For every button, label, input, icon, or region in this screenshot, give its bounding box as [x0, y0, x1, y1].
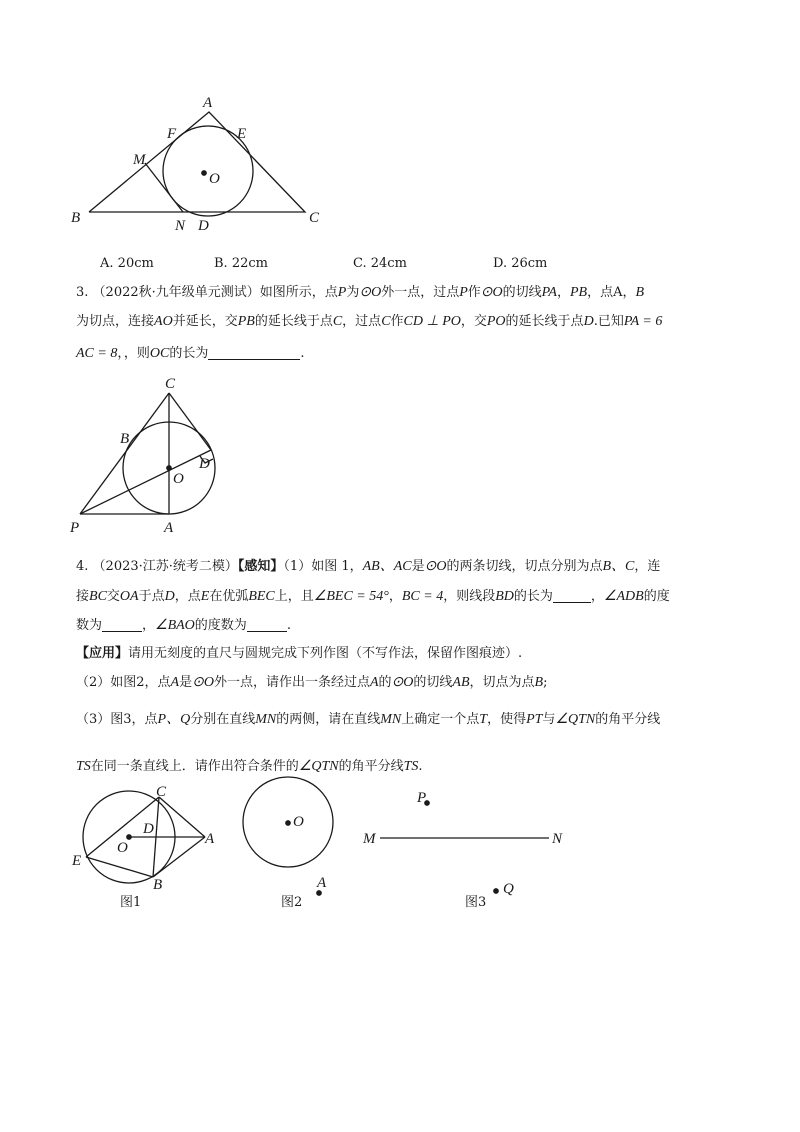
q4-text: （2）如图2，点 — [76, 675, 171, 690]
q4-line-7 — [76, 758, 423, 776]
q2-label-B: B — [71, 210, 81, 226]
q4-text: 交 — [106, 589, 120, 604]
q3-line-2 — [76, 313, 662, 331]
q4-math: ⊙O — [391, 675, 414, 690]
q4-text: 的长为 — [513, 589, 553, 604]
q3-label-C: C — [165, 376, 176, 392]
q3-text: ， — [117, 346, 124, 361]
q3-answer-blank[interactable] — [208, 345, 300, 360]
q4-fig2-label-O: O — [293, 814, 304, 830]
q4-math: TS — [403, 759, 419, 774]
q4-fig3-label-Q: Q — [503, 881, 514, 897]
q4-text: . — [286, 618, 291, 633]
q2-tangent-mn — [145, 163, 183, 212]
q3-line-1 — [76, 284, 644, 302]
q4-math: B — [534, 675, 544, 690]
q2-option-b[interactable] — [214, 256, 268, 271]
q4-blank-bd[interactable] — [553, 588, 591, 603]
q4-math: ∠BAO — [155, 618, 195, 633]
q3-math: ⊙O — [480, 285, 503, 300]
q3-text: 并延长，交 — [172, 314, 238, 329]
q4-math: BD — [495, 589, 514, 604]
q4-math: BC = 4 — [401, 589, 444, 604]
q4-math: MN — [380, 712, 402, 727]
q3-text: ，交 — [460, 314, 487, 329]
q4-text: 在优弧 — [209, 589, 249, 604]
q3-text: 的长为 — [169, 346, 209, 361]
q2-label-O: O — [209, 171, 220, 187]
q3-label-O: O — [173, 471, 184, 487]
q3-text: 作 — [390, 314, 404, 329]
q4-math: ⊙O — [192, 675, 214, 690]
q4-text: 上确定一个点 — [401, 712, 480, 727]
q4-fig2-caption: 图2 — [281, 895, 303, 910]
q4-text: 在同一条直线上．请作出符合条件的 — [90, 759, 299, 774]
q3-text: ，过点 — [342, 314, 382, 329]
q2-label-F: F — [167, 126, 177, 142]
q2-option-a-value: 20cm — [117, 256, 154, 271]
q4-text: ，则线段 — [443, 589, 496, 604]
q3-math: PB — [569, 285, 588, 300]
q3-text: 为切点，连接 — [76, 314, 155, 329]
q4-tag-application: 【应用】 — [76, 646, 129, 661]
q4-math: B、C — [602, 559, 635, 574]
q3-label-P: P — [70, 520, 80, 536]
q2-center-dot — [202, 171, 206, 175]
q3-source: （2022秋·九年级单元测试） — [92, 285, 260, 300]
q4-blank-adb[interactable] — [102, 617, 142, 632]
q4-text: ，切点为点 — [469, 675, 535, 690]
q4-math: P、Q — [157, 712, 191, 727]
q3-math: AO — [154, 314, 173, 329]
q4-math: T — [479, 712, 488, 727]
q3-number: 3. — [76, 285, 89, 300]
q3-math: B — [635, 285, 645, 300]
q4-text: 请用无刻度的直尺与圆规完成下列作图（不写作法，保留作图痕迹）. — [128, 646, 523, 661]
q2-label-C: C — [309, 210, 320, 226]
q3-math: OC — [149, 346, 170, 361]
q3-math: ⊙O — [359, 285, 382, 300]
q4-source: （2023·江苏·统考二模） — [92, 559, 238, 574]
q4-text: ，使得 — [487, 712, 527, 727]
q3-math: P — [337, 285, 347, 300]
q2-option-b-value: 22cm — [231, 256, 268, 271]
q3-math: PA = 6 — [623, 314, 663, 329]
q4-text: 是 — [411, 559, 425, 574]
q4-math: AB、AC — [362, 559, 412, 574]
q4-text: （3）图3，点 — [76, 712, 158, 727]
q4-fig3-point-Q — [494, 889, 498, 893]
q4-blank-bao[interactable] — [247, 617, 287, 632]
q4-text: （1）如图 1， — [283, 559, 363, 574]
q3-math: CD ⊥ PO — [403, 314, 461, 329]
q4-math: AB — [452, 675, 470, 690]
q3-text: 的延长线于点 — [254, 314, 333, 329]
q4-math: E — [200, 589, 210, 604]
q3-text: 的延长线于点 — [505, 314, 584, 329]
q3-math: P — [459, 285, 468, 300]
q4-fig1-center-dot — [127, 835, 131, 839]
q4-math: BEC — [248, 589, 275, 604]
q4-text: 的两条切线，切点分别为点 — [446, 559, 603, 574]
q4-text: 于点 — [138, 589, 165, 604]
q4-fig1-caption: 图1 — [120, 895, 142, 910]
q4-text: . — [418, 759, 423, 774]
q4-text: 的度 — [643, 589, 670, 604]
q3-text: 的切线 — [502, 285, 542, 300]
q4-line-6 — [76, 711, 660, 729]
q4-number: 4. — [76, 559, 89, 574]
q3-math: C — [381, 314, 391, 329]
q3-math: PB — [237, 314, 255, 329]
q2-option-c-letter: C. — [353, 256, 367, 271]
q3-label-B: B — [120, 431, 130, 447]
q2-figure — [89, 112, 305, 216]
q4-text: ，连 — [634, 559, 661, 574]
q3-label-D: D — [199, 456, 210, 472]
q4-text: 的 — [378, 675, 392, 690]
q4-math: BC — [89, 589, 107, 604]
q4-line-4 — [76, 645, 522, 663]
q2-label-E: E — [237, 126, 247, 142]
q3-line-PC — [80, 393, 169, 514]
q3-label-A: A — [164, 520, 174, 536]
q4-fig1-tangent-BA — [153, 837, 205, 877]
q4-text: 的角平分线 — [595, 712, 661, 727]
q4-text: 分别在直线 — [190, 712, 256, 727]
q4-math: A — [369, 675, 379, 690]
q3-center-dot — [167, 466, 171, 470]
q2-option-d-value: 26cm — [511, 256, 548, 271]
q4-fig3-label-M: M — [363, 831, 376, 847]
q4-text: 上，且 — [274, 589, 314, 604]
q4-fig1-tangent-CA — [159, 797, 205, 837]
q3-text: 作 — [467, 285, 481, 300]
q2-label-N: N — [175, 218, 186, 234]
q4-text: 的切线 — [413, 675, 453, 690]
q4-line-2 — [76, 588, 670, 606]
q3-text: 外一点，过点 — [381, 285, 460, 300]
q4-fig1-label-O: O — [117, 840, 128, 856]
q4-line-3 — [76, 617, 291, 635]
q3-math: PO — [486, 314, 506, 329]
q3-line-PD — [80, 450, 211, 514]
q4-math: ∠ADB — [603, 589, 644, 604]
q4-math: ∠BEC = 54° — [313, 589, 389, 604]
q4-text: 的度数为 — [194, 618, 247, 633]
q4-fig1-chord-EB — [86, 857, 153, 877]
q4-math: TS — [76, 759, 91, 774]
q4-fig1 — [83, 791, 205, 883]
q4-text: ; — [543, 675, 548, 690]
q4-line-5 — [76, 674, 548, 692]
q3-text: .已知 — [593, 314, 624, 329]
q2-option-d-letter: D. — [493, 256, 508, 271]
q3-text: . — [300, 346, 305, 361]
q3-text: 为 — [346, 285, 360, 300]
q4-fig3-caption: 图3 — [465, 895, 487, 910]
q4-fig2-label-A: A — [317, 875, 327, 891]
q4-fig3 — [380, 801, 549, 893]
q2-option-b-letter: B. — [214, 256, 228, 271]
q4-fig3-label-P: P — [417, 790, 427, 806]
q4-text: 接 — [76, 589, 90, 604]
q3-math: PA — [541, 285, 557, 300]
q2-option-c[interactable] — [353, 256, 407, 271]
q4-math: A — [170, 675, 180, 690]
q3-text: ， — [556, 285, 570, 300]
q4-math: D — [164, 589, 175, 604]
q2-option-d[interactable] — [493, 256, 547, 271]
q4-math: ⊙O — [424, 559, 447, 574]
q4-fig2-point-A — [317, 891, 321, 895]
q4-text: 外一点，请作出一条经过点 — [213, 675, 370, 690]
q3-math: D — [583, 314, 594, 329]
q4-fig1-label-C: C — [156, 784, 167, 800]
q4-fig3-label-N: N — [552, 831, 563, 847]
q4-fig1-label-E: E — [72, 853, 82, 869]
q3-math: AC = 8 — [76, 346, 118, 361]
q4-text: 的角平分线 — [338, 759, 404, 774]
q4-fig2-center-dot — [286, 821, 290, 825]
q4-text: ，点 — [174, 589, 201, 604]
q2-option-c-value: 24cm — [370, 256, 407, 271]
q3-line-3 — [76, 345, 304, 363]
q4-text: 是 — [179, 675, 193, 690]
q4-math: OA — [119, 589, 139, 604]
q4-fig1-label-B: B — [153, 877, 163, 893]
q3-figure — [80, 393, 215, 514]
q3-text: ，点A， — [587, 285, 636, 300]
q4-math: ∠QTN — [298, 759, 339, 774]
q4-text: ， — [142, 618, 156, 633]
q4-text: ， — [388, 589, 402, 604]
q4-math: PT — [526, 712, 543, 727]
q2-label-A: A — [203, 95, 213, 111]
q4-line-1 — [76, 558, 660, 576]
q3-math: C — [332, 314, 343, 329]
q4-math: MN — [255, 712, 277, 727]
q2-label-D: D — [198, 218, 209, 234]
q2-label-M: M — [133, 152, 146, 168]
q3-text: ，则 — [123, 346, 150, 361]
q4-fig1-label-D: D — [143, 821, 154, 837]
q4-text: 的两侧，请在直线 — [276, 712, 381, 727]
q2-option-a-letter: A. — [100, 256, 114, 271]
q2-option-a[interactable] — [100, 256, 154, 271]
q4-text: ， — [590, 589, 604, 604]
q4-fig1-label-A: A — [205, 831, 215, 847]
q3-line-CD — [169, 393, 211, 450]
q4-tag-perception: 【感知】 — [237, 559, 284, 574]
q3-text: 如图所示，点 — [259, 285, 338, 300]
q4-math: ∠QTN — [555, 712, 596, 727]
q4-text: 与 — [542, 712, 556, 727]
q4-text: 数为 — [76, 618, 103, 633]
